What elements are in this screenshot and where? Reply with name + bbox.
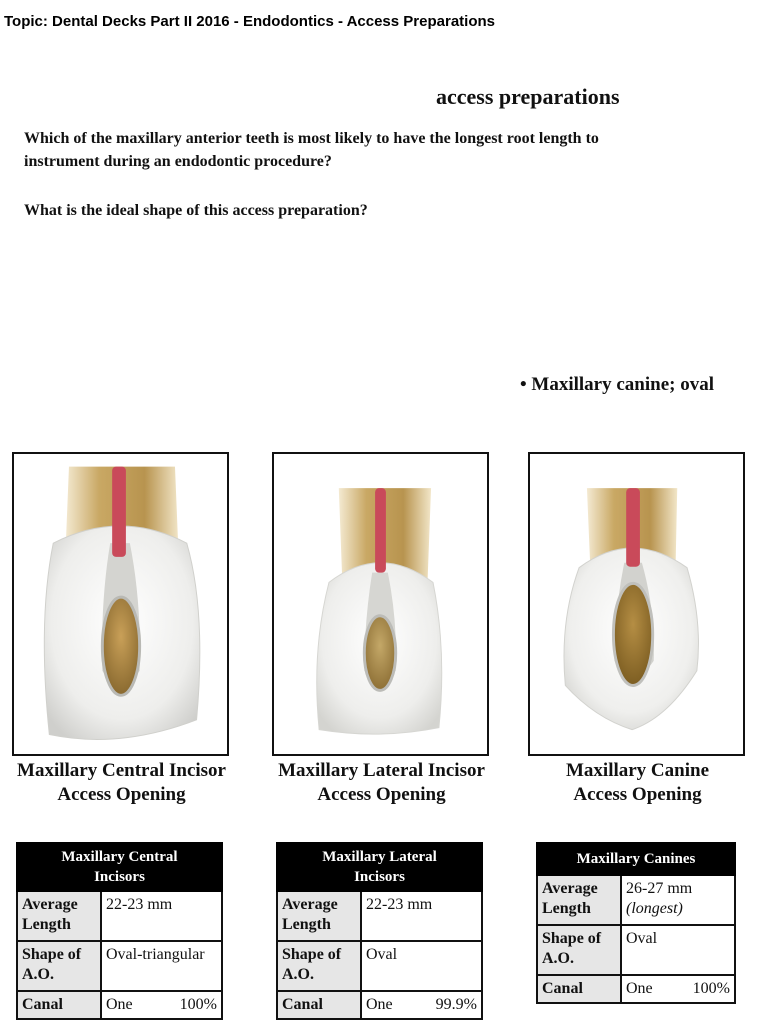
shape-label: Shape of A.O. [277,941,361,991]
length-label: Average Length [537,875,621,925]
central-incisor-illustration [14,454,227,754]
shape-value: Oval [361,941,482,991]
table-header-row [17,843,222,891]
table-header-line2: Incisors [354,869,405,885]
canine-caption-line1: Maxillary Canine [565,760,710,781]
table-header-row [277,843,482,891]
length-label: Average Length [17,891,101,941]
canal-value [101,991,222,1019]
canal-percent: 99.9% [435,996,477,1013]
table-header [17,843,222,891]
canine-illustration [530,454,743,754]
table-row [17,991,222,1019]
table-header: Maxillary Canines [537,843,735,875]
central-incisor-caption-line1: Maxillary Central Incisor [17,760,226,781]
answer-text: • Maxillary canine; oval [520,374,714,395]
canine-table [536,842,736,1004]
canal-label: Canal [537,975,621,1003]
table-header [277,843,482,891]
table-header-line2: Incisors [94,869,145,885]
length-value-text: 26-27 mm [626,880,693,897]
shape-label: Shape of A.O. [17,941,101,991]
lateral-incisor-illustration [274,454,487,754]
table-row [537,875,735,925]
table-row [277,891,482,941]
canal-count: One [106,996,133,1013]
slide-heading: access preparations [436,84,620,109]
shape-label: Shape of A.O. [537,925,621,975]
table-header-line1: Maxillary Central [61,849,178,865]
central-incisor-image [12,452,229,756]
table-row [537,975,735,1003]
question-2: What is the ideal shape of this access preparation? [24,202,368,219]
lateral-incisor-caption-line2: Access Opening [317,784,446,805]
table-row [17,891,222,941]
canal-label: Canal [277,991,361,1019]
canine-caption-line2: Access Opening [573,784,702,805]
canal-percent: 100% [692,980,730,997]
canal-count: One [366,996,393,1013]
length-label: Average Length [277,891,361,941]
question-1: Which of the maxillary anterior teeth is most likely to have the longest root length to instrument during an endodontic procedure? [24,130,599,170]
lateral-incisor-image [272,452,489,756]
topic-title: Topic: Dental Decks Part II 2016 - Endodontics - Access Preparations [4,13,495,30]
canal-value [621,975,735,1003]
length-value: 22-23 mm [361,891,482,941]
table-row [277,991,482,1019]
canal-percent: 100% [179,996,217,1013]
table-row [277,941,482,991]
shape-value: Oval-triangular [101,941,222,991]
central-incisor-caption [8,759,235,807]
length-value: 22-23 mm [101,891,222,941]
table-header-line1: Maxillary Lateral [322,849,437,865]
table-row [17,941,222,991]
table-header-row [537,843,735,875]
lateral-incisor-caption [268,759,495,807]
length-note: (longest) [626,900,683,917]
lateral-incisor-table [276,842,483,1020]
table-row [537,925,735,975]
canine-caption [524,759,751,807]
canine-image [528,452,745,756]
length-value [621,875,735,925]
lateral-incisor-caption-line1: Maxillary Lateral Incisor [278,760,485,781]
central-incisor-caption-line2: Access Opening [57,784,186,805]
canal-count: One [626,980,653,997]
central-incisor-table [16,842,223,1020]
canal-label: Canal [17,991,101,1019]
shape-value: Oval [621,925,735,975]
canal-value [361,991,482,1019]
